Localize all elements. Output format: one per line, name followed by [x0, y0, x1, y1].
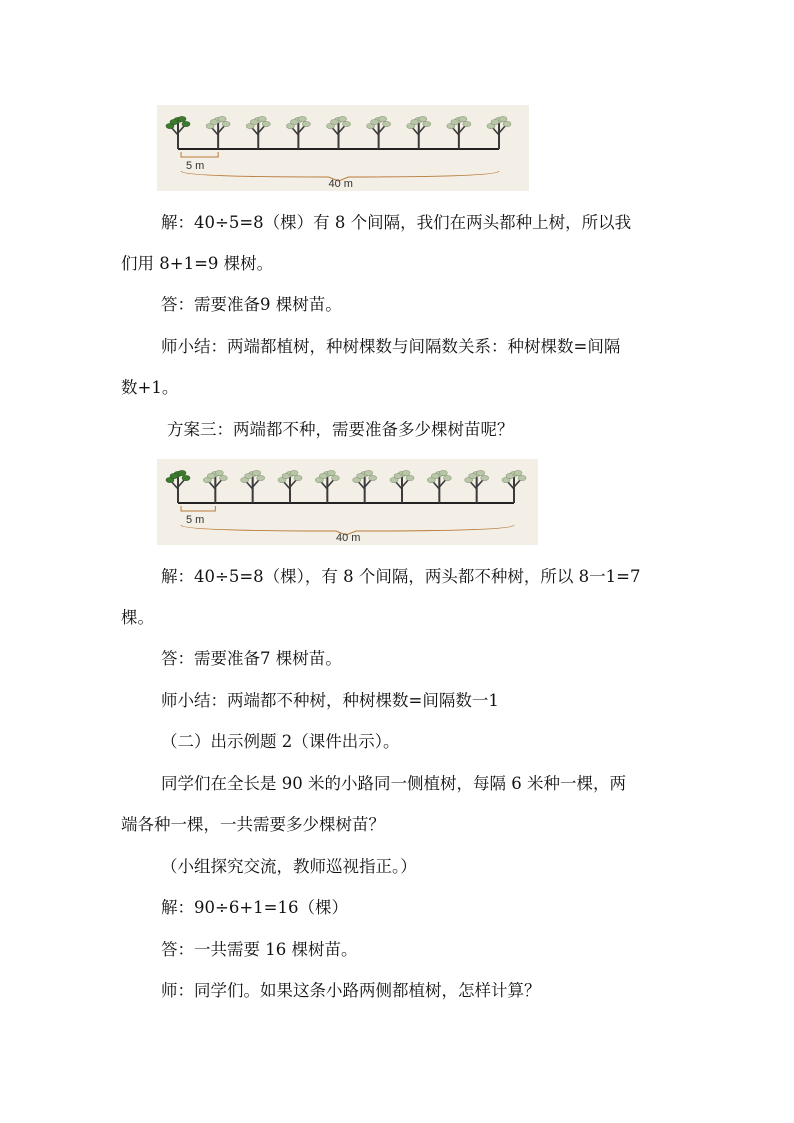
tree-icon — [286, 116, 310, 149]
text-line: 师小结：两端都植树，种树棵数与间隔数关系：种树棵数=间隔 — [161, 337, 621, 356]
text-line: 解：90÷6+1=16（棵） — [161, 898, 348, 917]
text-line: 答：一共需要 16 棵树苗。 — [161, 940, 358, 959]
tree-icon — [487, 116, 511, 149]
tree-icon — [367, 116, 391, 149]
text-line: 数+1。 — [121, 378, 179, 397]
tree-icon — [278, 470, 302, 503]
total-length-label: 40 m — [328, 178, 353, 190]
tree-icon — [246, 116, 270, 149]
tree-icon — [465, 470, 489, 503]
tree-icon — [407, 116, 431, 149]
text-line: 答：需要准备9 棵树苗。 — [161, 295, 342, 314]
text-line: 棵。 — [121, 608, 154, 627]
tree-icon — [166, 470, 190, 503]
text-line: （小组探究交流，教师巡视指正。） — [161, 857, 417, 876]
text-line: 解：40÷5=8（棵），有 8 个间隔，两头都不种树，所以 8一1=7 — [161, 567, 641, 586]
text-line: 解：40÷5=8（棵）有 8 个间隔，我们在两头都种上树，所以我 — [161, 213, 632, 232]
text-line: 答：需要准备7 棵树苗。 — [161, 649, 342, 668]
interval-bracket — [181, 152, 218, 157]
tree-icon — [166, 116, 190, 149]
tree-icon — [353, 470, 377, 503]
tree-icon — [447, 116, 471, 149]
tree-icon — [427, 470, 451, 503]
tree-icon — [327, 116, 351, 149]
text-line: 端各种一棵，一共需要多少棵树苗？ — [121, 815, 385, 834]
text-line: 们用 8+1=9 棵树。 — [121, 254, 274, 273]
tree-diagram-svg — [157, 459, 538, 545]
tree-icon — [315, 470, 339, 503]
total-length-label: 40 m — [336, 532, 361, 544]
text-line: 师：同学们。如果这条小路两侧都植树，怎样计算？ — [161, 981, 541, 1000]
tree-icon — [241, 470, 265, 503]
tree-icon — [390, 470, 414, 503]
interval-bracket — [181, 506, 215, 511]
tree-icon — [502, 470, 526, 503]
tree-diagram-svg — [157, 105, 529, 191]
section-heading: （二）出示例题 2（课件出示）。 — [161, 732, 400, 751]
text-line: 同学们在全长是 90 米的小路同一侧植树，每隔 6 米种一棵，两 — [161, 774, 626, 793]
text-line: 师小结：两端都不种树，种树棵数=间隔数一1 — [161, 691, 499, 710]
tree-icon — [203, 470, 227, 503]
tree-icon — [206, 116, 230, 149]
tree-diagram-no-ends — [157, 459, 538, 545]
tree-diagram-both-ends — [157, 105, 529, 191]
interval-label: 5 m — [186, 160, 205, 172]
section-heading: 方案三：两端都不种，需要准备多少棵树苗呢？ — [167, 420, 514, 439]
interval-label: 5 m — [186, 514, 205, 526]
